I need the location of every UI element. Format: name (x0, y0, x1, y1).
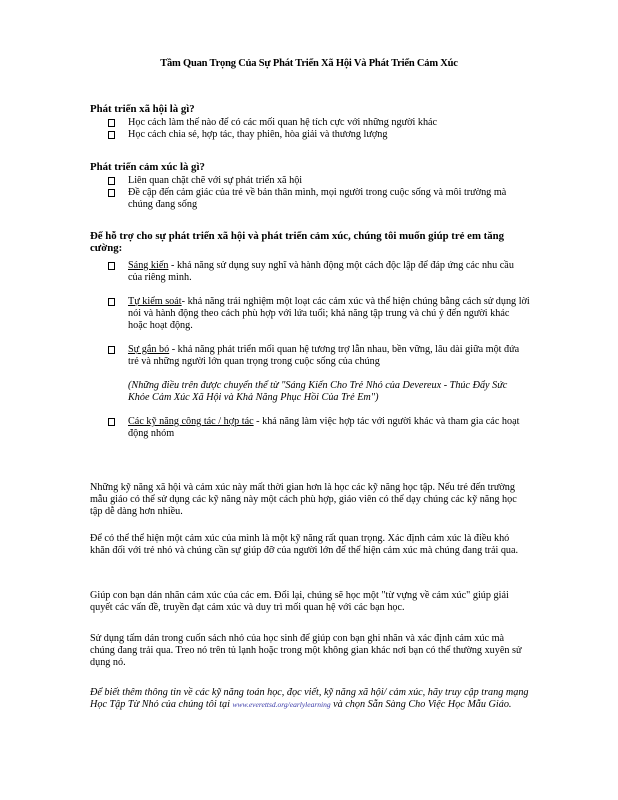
paragraph-3: Giúp con bạn dán nhãn cảm xúc của các em. Đổi lại, chúng sẽ học một "từ vựng về cảm xúc" giúp giải quyết các vấn đề, truyền đạt cảm xúc và duy trì mối quan hệ với các bạn học. (90, 590, 509, 613)
citation: (Những điều trên được chuyển thể từ "Sáng Kiến Cho Trẻ Nhỏ của Devereux - Thúc Đẩy Sức Khỏe Cảm Xúc Xã Hội và Khả Năng Phục Hồi Của Trẻ Em") (128, 380, 508, 403)
list-item: Học cách chia sẻ, hợp tác, thay phiên, hòa giải và thương lượng (90, 129, 530, 141)
social-section (90, 103, 530, 141)
emotional-section (90, 161, 530, 211)
paragraph-2: Để có thể thể hiện một cảm xúc của mình là một kỹ năng rất quan trọng. Xác định cảm xúc là điều khó khăn đối với trẻ nhỏ và chúng cần sự giúp đỡ của người lớn để thể hiện cảm xúc mà chúng đang trải qua. (90, 533, 519, 556)
bullet-square-icon (108, 346, 115, 354)
list-item: Sáng kiến - khả năng sử dụng suy nghĩ và hành động một cách độc lập để đáp ứng các nhu cầu của riêng mình. (90, 260, 530, 284)
paragraph-1: Những kỹ năng xã hội và cảm xúc này mất thời gian hơn là học các kỹ năng học tập. Nếu trẻ đến trường mẫu giáo có thể sử dụng các kỹ năng này một cách phù hợp, giáo viên có thể dạy chúng các kỹ năng học tập dễ dàng hơn nhiều. (90, 482, 517, 517)
bullet-square-icon (108, 262, 115, 270)
bullet-square-icon (108, 189, 115, 197)
social-list (90, 117, 530, 141)
support-heading: Để hỗ trợ cho sự phát triển xã hội và phát triển cảm xúc, chúng tôi muốn giúp trẻ em tăng cường: (90, 230, 505, 254)
footer-note: Để biết thêm thông tin về các kỹ năng toán học, đọc viết, kỹ năng xã hội/ cảm xúc, hãy truy cập trang mạng Học Tập Từ Nhỏ của chúng tôi tại www.everettsd.org/earlylearning và chọn Sẵn Sàng Cho Việc Học Mẫu Giáo. (90, 687, 529, 710)
social-heading: Phát triển xã hội là gì? (90, 103, 195, 115)
list-item: Các kỹ năng công tác / hợp tác - khả năng làm việc hợp tác với người khác và tham gia các hoạt động nhóm (90, 416, 530, 440)
list-item: Học cách làm thế nào để có các mối quan hệ tích cực với những người khác (90, 117, 530, 129)
emotional-list (90, 175, 530, 211)
support-section (90, 230, 530, 440)
list-item: Liên quan chặt chẽ với sự phát triển xã hội (90, 175, 530, 187)
support-list (90, 260, 530, 368)
early-learning-link[interactable]: www.everettsd.org/earlylearning (232, 700, 331, 709)
paragraph-4: Sử dụng tấm dán trong cuốn sách nhỏ của học sinh để giúp con bạn ghi nhãn và xác định cảm xúc mà chúng đang trải qua. Treo nó trên tủ lạnh hoặc trong một không gian khác nơi bạn có thể thường xuyên sử dụng nó. (90, 633, 522, 668)
bullet-square-icon (108, 298, 115, 306)
page-title: Tầm Quan Trọng Của Sự Phát Triển Xã Hội Và Phát Triển Cảm Xúc (160, 58, 458, 69)
list-item: Sự gắn bó - khả năng phát triển mối quan hệ tương trợ lẫn nhau, bền vững, lâu dài giữa một đứa trẻ và những người lớn quan trọng trong cuộc sống của chúng (90, 344, 530, 368)
emotional-heading: Phát triển cảm xúc là gì? (90, 161, 205, 173)
bullet-square-icon (108, 119, 115, 127)
bullet-square-icon (108, 131, 115, 139)
list-item: Đề cập đến cảm giác của trẻ về bản thân mình, mọi người trong cuộc sống và môi trường mà chúng đang sống (90, 187, 530, 211)
bullet-square-icon (108, 177, 115, 185)
support-list-extra (90, 416, 530, 440)
list-item: Tự kiểm soát- khả năng trải nghiệm một loạt các cảm xúc và thể hiện chúng bằng cách sử dụng lời nói và hành động theo cách phù hợp với lứa tuổi; khả năng tập trung và chú ý đến người khác hoặc hoạt động. (90, 296, 530, 332)
bullet-square-icon (108, 418, 115, 426)
